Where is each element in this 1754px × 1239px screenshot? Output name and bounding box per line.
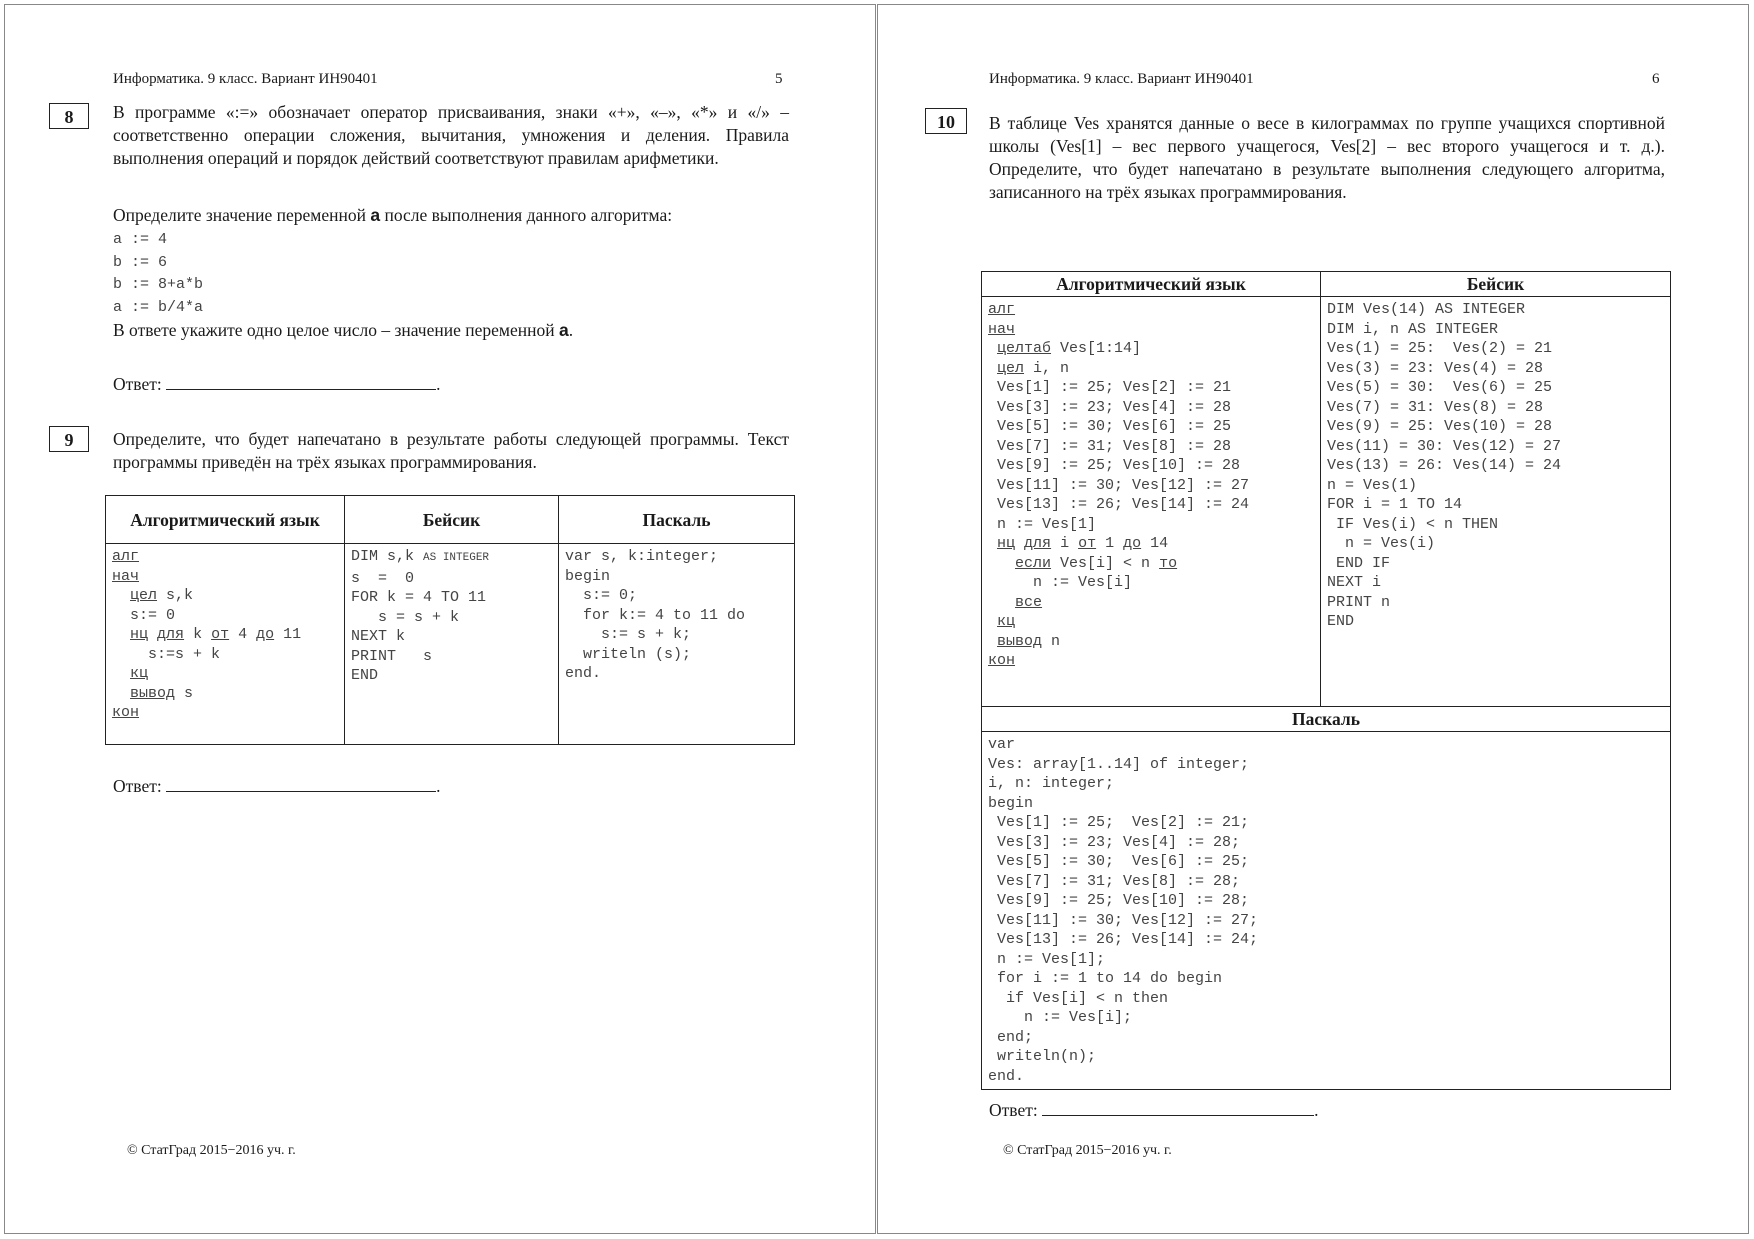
algo-cell bbox=[982, 297, 1321, 707]
code-line: if Ves[i] < n then bbox=[988, 989, 1169, 1007]
pascal-cell bbox=[559, 544, 795, 745]
code-line: n := Ves[i] bbox=[1033, 574, 1133, 591]
code-line: a := 4 bbox=[113, 231, 168, 248]
basic-cell bbox=[1321, 297, 1671, 707]
code-line: begin bbox=[988, 794, 1034, 812]
column-header: Алгоритмический язык bbox=[982, 272, 1321, 297]
code-line: Ves(11) = 30: Ves(12) = 27 bbox=[1327, 437, 1562, 455]
code-line: цел s,k bbox=[130, 587, 194, 604]
code-line: var bbox=[988, 736, 1016, 753]
code-line: Ves[13] := 26; Ves[14] := 24 bbox=[997, 496, 1250, 513]
code-line: Ves(1) = 25: Ves(2) = 21 bbox=[1327, 340, 1553, 357]
code-line: a := b/4*a bbox=[113, 298, 204, 316]
code-line: FOR k = 4 TO 11 bbox=[351, 589, 487, 606]
algo-cell bbox=[106, 544, 345, 745]
answer-label: Ответ: bbox=[113, 776, 162, 796]
code-line: алг bbox=[988, 301, 1016, 318]
answer-field[interactable]: Ответ: . bbox=[989, 1097, 1318, 1122]
code-line: все bbox=[1015, 593, 1043, 611]
column-header: Бейсик bbox=[345, 496, 559, 544]
code-line: NEXT k bbox=[351, 628, 406, 645]
code-line: i, n: integer; bbox=[988, 775, 1115, 792]
column-header: Алгоритмический язык bbox=[106, 496, 345, 544]
task-number: 9 bbox=[49, 426, 89, 452]
code-line: END bbox=[1327, 613, 1355, 630]
code-line: Ves(7) = 31: Ves(8) = 28 bbox=[1327, 398, 1544, 416]
code-line: Ves[7] := 31; Ves[8] := 28 bbox=[997, 437, 1232, 455]
right-page bbox=[877, 4, 1749, 1234]
page-number: 6 bbox=[1652, 71, 1660, 87]
code-line: n := Ves[1]; bbox=[988, 950, 1106, 968]
answer-line[interactable] bbox=[166, 773, 436, 792]
code-line: s:= 0; bbox=[565, 587, 638, 604]
answer-label: Ответ: bbox=[113, 374, 162, 394]
page-footer: © СтатГрад 2015−2016 уч. г. bbox=[1003, 1143, 1172, 1158]
code-line: Ves(3) = 23: Ves(4) = 28 bbox=[1327, 359, 1544, 377]
code-line: целтаб Ves[1:14] bbox=[997, 340, 1142, 357]
task-question: Определите значение переменной a после выполнения данного алгоритма: bbox=[113, 205, 673, 225]
code-line: Ves[11] := 30; Ves[12] := 27; bbox=[988, 911, 1259, 929]
task-number: 8 bbox=[49, 103, 89, 129]
code-line: s = 0 bbox=[351, 569, 415, 587]
code-line: Ves: array[1..14] of integer; bbox=[988, 755, 1250, 773]
code-line: FOR i = 1 TO 14 bbox=[1327, 496, 1463, 513]
code-block bbox=[113, 229, 203, 319]
basic-cell bbox=[345, 544, 559, 745]
code-line: END IF bbox=[1327, 554, 1391, 572]
code-line: s:=s + k bbox=[148, 645, 221, 663]
answer-label: Ответ: bbox=[989, 1100, 1038, 1120]
column-header: Паскаль bbox=[559, 496, 795, 544]
code-line: кон bbox=[988, 652, 1016, 669]
code-line: PRINT n bbox=[1327, 593, 1391, 611]
code-line: кон bbox=[112, 704, 140, 721]
code-line: Ves(9) = 25: Ves(10) = 28 bbox=[1327, 418, 1553, 435]
code-line: Ves[7] := 31; Ves[8] := 28; bbox=[988, 872, 1241, 890]
code-line: Ves(5) = 30: Ves(6) = 25 bbox=[1327, 379, 1553, 396]
code-line: end. bbox=[988, 1067, 1025, 1085]
code-line: IF Ves(i) < n THEN bbox=[1327, 515, 1499, 533]
page-footer: © СтатГрад 2015−2016 уч. г. bbox=[127, 1143, 296, 1158]
column-header: Бейсик bbox=[1321, 272, 1671, 297]
code-line: END bbox=[351, 667, 379, 684]
code-line: writeln (s); bbox=[565, 645, 692, 663]
code-line: PRINT s bbox=[351, 647, 433, 665]
code-line: Ves[5] := 30; Ves[6] := 25; bbox=[988, 853, 1250, 870]
code-line: writeln(n); bbox=[988, 1048, 1097, 1065]
code-line: Ves[1] := 25; Ves[2] := 21; bbox=[988, 814, 1250, 831]
code-line: b := 8+a*b bbox=[113, 276, 204, 293]
code-line: Ves[13] := 26; Ves[14] := 24; bbox=[988, 931, 1259, 948]
code-line: begin bbox=[565, 567, 611, 585]
page-header: Информатика. 9 класс. Вариант ИН90401 bbox=[113, 71, 378, 87]
code-line: s:= s + k; bbox=[565, 626, 692, 643]
code-line: for k:= 4 to 11 do bbox=[565, 606, 746, 624]
code-line: нц для i от 1 до 14 bbox=[997, 535, 1169, 552]
code-line: Ves[3] := 23; Ves[4] := 28; bbox=[988, 833, 1241, 851]
code-line: NEXT i bbox=[1327, 574, 1382, 591]
answer-line[interactable] bbox=[1042, 1097, 1314, 1116]
code-table bbox=[105, 495, 795, 745]
code-line: b := 6 bbox=[113, 253, 168, 271]
code-line: вывод s bbox=[130, 684, 194, 702]
pascal-cell bbox=[982, 732, 1671, 1090]
answer-note: В ответе укажите одно целое число – значение переменной a. bbox=[113, 320, 574, 340]
code-line: DIM Ves(14) AS INTEGER bbox=[1327, 301, 1526, 318]
code-line: Ves[3] := 23; Ves[4] := 28 bbox=[997, 398, 1232, 416]
code-line: for i := 1 to 14 do begin bbox=[988, 970, 1223, 987]
code-line: s = s + k bbox=[351, 608, 460, 626]
code-line: Ves[9] := 25; Ves[10] := 28 bbox=[997, 457, 1241, 474]
code-line: алг bbox=[112, 548, 140, 565]
code-line: n := Ves[i]; bbox=[988, 1009, 1133, 1026]
code-line: кц bbox=[997, 613, 1016, 630]
answer-line[interactable] bbox=[166, 371, 436, 390]
code-line: Ves[1] := 25; Ves[2] := 21 bbox=[997, 379, 1232, 396]
code-line: Ves[9] := 25; Ves[10] := 28; bbox=[988, 892, 1250, 909]
code-line: кц bbox=[130, 665, 149, 682]
column-header: Паскаль bbox=[982, 707, 1671, 732]
code-line: если Ves[i] < n то bbox=[1015, 554, 1178, 572]
left-page bbox=[4, 4, 876, 1234]
code-line: DIM s,k AS INTEGER bbox=[351, 548, 490, 565]
code-table bbox=[981, 271, 1671, 1090]
task-text: Определите, что будет напечатано в результате работы следующей программы. Текст программы приведён на трёх языках программирования. bbox=[113, 429, 789, 472]
code-line: s:= 0 bbox=[130, 606, 176, 624]
code-line: нц для k от 4 до 11 bbox=[130, 626, 302, 643]
code-line: нач bbox=[988, 320, 1016, 338]
code-line: n = Ves(i) bbox=[1327, 535, 1436, 552]
code-line: n = Ves(1) bbox=[1327, 476, 1418, 494]
task-text: В таблице Ves хранятся данные о весе в килограммах по группе учащихся спортивной школы (Ves[1] – вес первого учащегося, Ves[2] – вес второго учащегося и т. д.). Определите, что будет напечатано в результате выполнения следующего алгоритма, записанного на трёх языках программирования. bbox=[989, 113, 1665, 202]
task-number: 10 bbox=[925, 108, 967, 134]
page-number: 5 bbox=[775, 71, 783, 87]
code-line: Ves[5] := 30; Ves[6] := 25 bbox=[997, 418, 1232, 435]
answer-field[interactable]: Ответ: . bbox=[113, 773, 440, 798]
code-line: DIM i, n AS INTEGER bbox=[1327, 320, 1499, 338]
code-line: цел i, n bbox=[997, 359, 1070, 377]
code-line: нач bbox=[112, 567, 140, 585]
task-text: В программе «:=» обозначает оператор присваивания, знаки «+», «–», «*» и «/» – соответственно операции сложения, вычитания, умножения и деления. Правила выполнения операций и порядок действий соответствуют правилам арифметики. bbox=[113, 102, 789, 168]
code-line: Ves[11] := 30; Ves[12] := 27 bbox=[997, 476, 1250, 494]
code-line: n := Ves[1] bbox=[997, 515, 1097, 533]
code-line: end; bbox=[988, 1028, 1034, 1046]
code-line: Ves(13) = 26: Ves(14) = 24 bbox=[1327, 457, 1562, 474]
code-line: var s, k:integer; bbox=[565, 548, 719, 565]
code-line: end. bbox=[565, 665, 602, 682]
code-line: вывод n bbox=[997, 632, 1061, 650]
page-header: Информатика. 9 класс. Вариант ИН90401 bbox=[989, 71, 1254, 87]
answer-field[interactable]: Ответ: . bbox=[113, 371, 440, 396]
